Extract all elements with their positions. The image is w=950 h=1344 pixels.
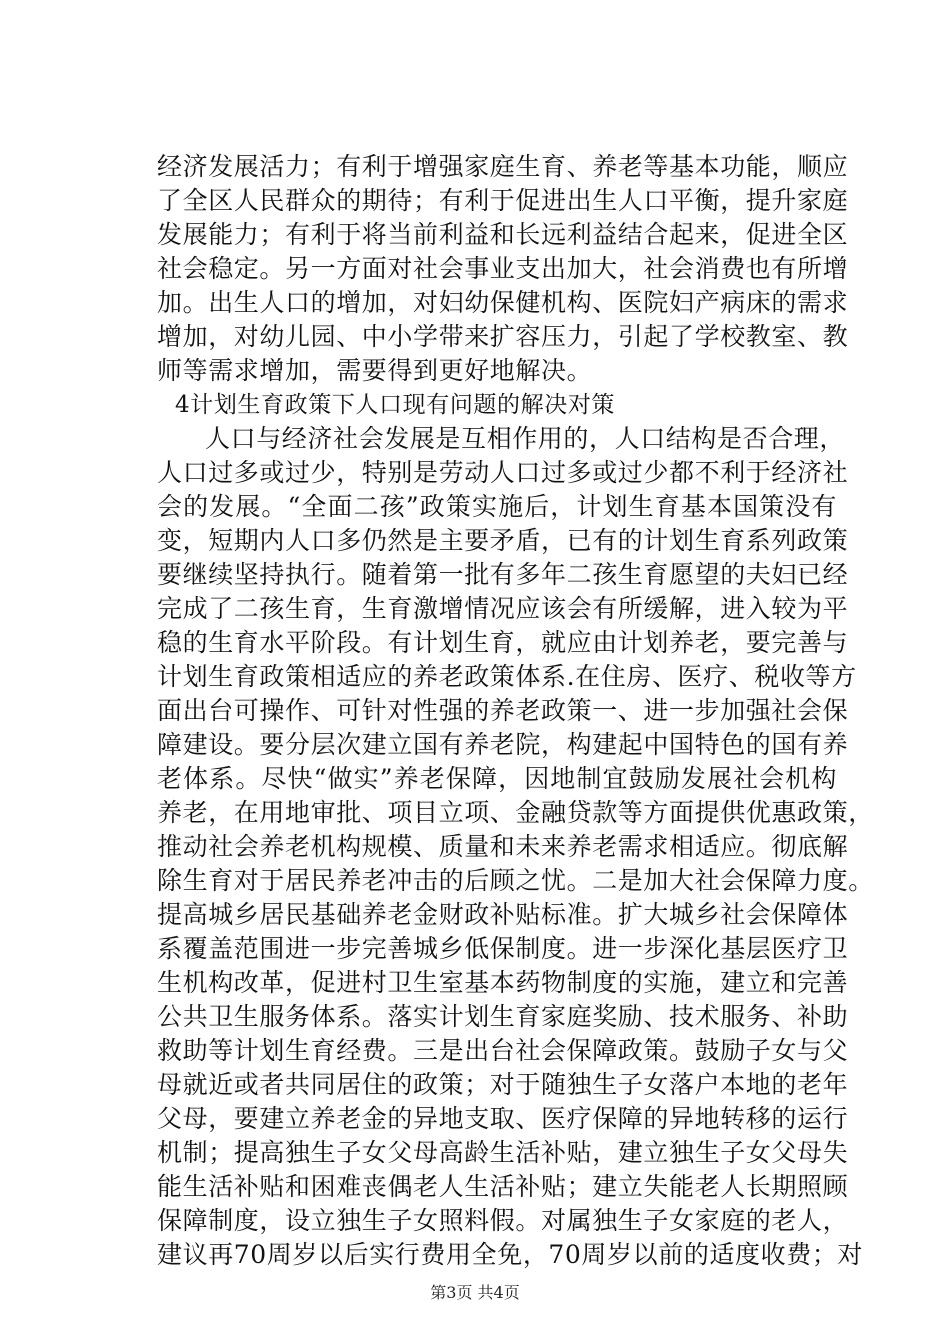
text-line: 建议再70周岁以后实行费用全免，70周岁以前的适度收费；对 (157, 1240, 864, 1269)
text-line: 能生活补贴和困难丧偶老人生活补贴；建立失能老人长期照顾 (157, 1172, 849, 1201)
text-line: 会的发展。“全面二孩”政策实施后，计划生育基本国策没有 (157, 492, 837, 521)
text-line: 生机构改革，促进村卫生室基本药物制度的实施，建立和完善 (157, 968, 849, 997)
text-line: 父母，要建立养老金的异地支取、医疗保障的异地转移的运行 (157, 1104, 849, 1133)
text-line: 了全区人民群众的期待；有利于促进出生人口平衡，提升家庭 (157, 186, 849, 215)
text-line: 计划生育政策相适应的养老政策体系.在住房、医疗、税收等方 (157, 662, 857, 691)
document-body (157, 150, 874, 1272)
text-line: 师等需求增加，需要得到更好地解决。 (157, 356, 593, 385)
text-line: 公共卫生服务体系。落实计划生育家庭奖励、技术服务、补助 (157, 1002, 849, 1031)
text-line: 障建设。要分层次建立国有养老院，构建起中国特色的国有养 (157, 730, 849, 759)
text-line: 加。出生人口的增加，对妇幼保健机构、医院妇产病床的需求 (157, 288, 849, 317)
text-line: 除生育对于居民养老冲击的后顾之忧。二是加大社会保障力度。 (157, 866, 874, 895)
page-footer: 第3页 共4页 (430, 1283, 520, 1302)
text-line: 保障制度，设立独生子女照料假。对属独生子女家庭的老人， (157, 1206, 849, 1235)
text-line: 老体系。尽快“做实”养老保障，因地制宜鼓励发展社会机构 (157, 764, 837, 793)
text-line: 增加，对幼儿园、中小学带来扩容压力，引起了学校教室、教 (157, 322, 849, 351)
text-line: 面出台可操作、可针对性强的养老政策一、进一步加强社会保 (157, 696, 849, 725)
text-line: 变，短期内人口多仍然是主要矛盾，已有的计划生育系列政策 (157, 526, 849, 555)
text-line: 发展能力；有利于将当前利益和长远利益结合起来，促进全区 (157, 220, 849, 249)
text-line: 稳的生育水平阶段。有计划生育，就应由计划养老，要完善与 (157, 628, 849, 657)
text-line: 人口过多或过少，特别是劳动人口过多或过少都不利于经济社 (157, 458, 849, 487)
text-line: 机制；提高独生子女父母高龄生活补贴，建立独生子女父母失 (157, 1138, 849, 1167)
section-heading: 4计划生育政策下人口现有问题的解决对策 (175, 392, 616, 418)
text-line: 社会稳定。另一方面对社会事业支出加大，社会消费也有所增 (157, 254, 849, 283)
paragraph-1 (157, 150, 849, 388)
text-line: 人口与经济社会发展是互相作用的，人口结构是否合理， (205, 424, 846, 453)
text-line: 推动社会养老机构规模、质量和未来养老需求相适应。彻底解 (157, 832, 849, 861)
text-line: 要继续坚持执行。随着第一批有多年二孩生育愿望的夫妇已经 (157, 560, 849, 589)
text-line: 提高城乡居民基础养老金财政补贴标准。扩大城乡社会保障体 (157, 900, 849, 929)
paragraph-2 (157, 422, 874, 1272)
text-line: 经济发展活力；有利于增强家庭生育、养老等基本功能，顺应 (157, 152, 849, 181)
text-line: 完成了二孩生育，生育激增情况应该会有所缓解，进入较为平 (157, 594, 849, 623)
text-line: 系覆盖范围进一步完善城乡低保制度。进一步深化基层医疗卫 (157, 934, 849, 963)
text-line: 母就近或者共同居住的政策；对于随独生子女落户本地的老年 (157, 1070, 849, 1099)
text-line: 救助等计划生育经费。三是出台社会保障政策。鼓励子女与父 (157, 1036, 849, 1065)
text-line: 养老，在用地审批、项目立项、金融贷款等方面提供优惠政策， (157, 798, 874, 827)
